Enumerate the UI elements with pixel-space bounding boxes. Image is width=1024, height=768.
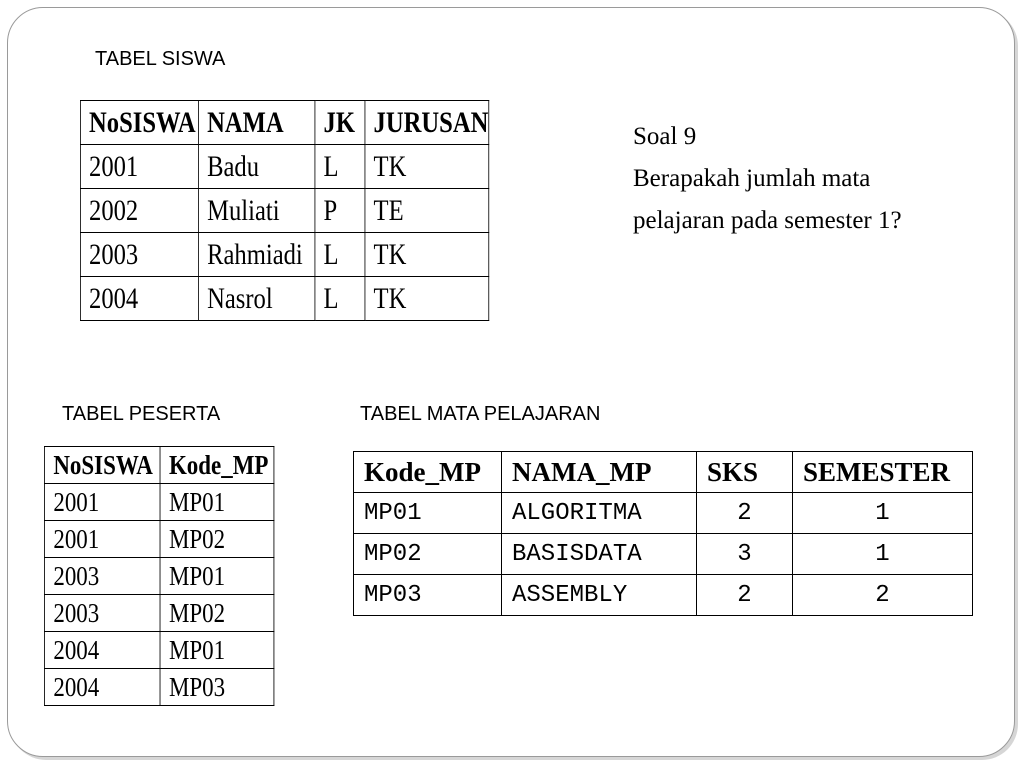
table-cell: Badu bbox=[198, 145, 314, 189]
table-row bbox=[80, 189, 488, 233]
tabel-mata-pelajaran-caption: TABEL MATA PELAJARAN bbox=[360, 403, 601, 425]
column-header: NoSISWA bbox=[80, 101, 198, 145]
table-cell: 2 bbox=[697, 493, 793, 534]
table-cell: 2003 bbox=[80, 233, 198, 277]
table-cell: 1 bbox=[793, 534, 973, 575]
question-title: Soal 9 bbox=[633, 123, 697, 150]
table-cell: 2003 bbox=[44, 595, 160, 632]
table-cell: ALGORITMA bbox=[502, 493, 697, 534]
table-row bbox=[354, 534, 973, 575]
table-cell: Rahmiadi bbox=[198, 233, 314, 277]
table-cell: MP01 bbox=[354, 493, 502, 534]
tabel-siswa bbox=[80, 100, 489, 321]
table-cell: MP02 bbox=[160, 521, 274, 558]
column-header: NAMA_MP bbox=[502, 452, 697, 493]
column-header: JURUSAN bbox=[365, 101, 489, 145]
table-cell: 2001 bbox=[44, 484, 160, 521]
table-row bbox=[44, 632, 273, 669]
table-cell: TK bbox=[365, 145, 489, 189]
table-cell: 2003 bbox=[44, 558, 160, 595]
column-header: JK bbox=[315, 101, 365, 145]
table-row bbox=[44, 521, 273, 558]
column-header: SKS bbox=[697, 452, 793, 493]
table-cell: TE bbox=[365, 189, 489, 233]
table-header-row bbox=[80, 101, 488, 145]
tabel-mata-pelajaran bbox=[353, 451, 973, 616]
table-cell: 2001 bbox=[80, 145, 198, 189]
table-cell: 2004 bbox=[80, 277, 198, 321]
column-header: NAMA bbox=[198, 101, 314, 145]
table-cell: 2 bbox=[697, 575, 793, 616]
table-cell: L bbox=[315, 277, 365, 321]
table-cell: 2004 bbox=[44, 669, 160, 706]
table-row bbox=[80, 145, 488, 189]
table-cell: BASISDATA bbox=[502, 534, 697, 575]
column-header: NoSISWA bbox=[44, 447, 160, 484]
table-row bbox=[44, 595, 273, 632]
table-cell: 2004 bbox=[44, 632, 160, 669]
table-cell: MP02 bbox=[354, 534, 502, 575]
table-cell: Nasrol bbox=[198, 277, 314, 321]
table-cell: MP01 bbox=[160, 558, 274, 595]
tabel-siswa-caption: TABEL SISWA bbox=[95, 48, 226, 70]
column-header: SEMESTER bbox=[793, 452, 973, 493]
table-cell: 2002 bbox=[80, 189, 198, 233]
tabel-peserta-caption: TABEL PESERTA bbox=[62, 403, 221, 425]
table-row bbox=[354, 575, 973, 616]
table-cell: Muliati bbox=[198, 189, 314, 233]
table-cell: MP03 bbox=[354, 575, 502, 616]
table-row bbox=[44, 669, 273, 706]
table-cell: MP02 bbox=[160, 595, 274, 632]
table-row bbox=[354, 493, 973, 534]
table-cell: TK bbox=[365, 277, 489, 321]
table-row bbox=[44, 484, 273, 521]
table-cell: 3 bbox=[697, 534, 793, 575]
table-row bbox=[44, 558, 273, 595]
table-header-row bbox=[354, 452, 973, 493]
table-row bbox=[80, 277, 488, 321]
table-cell: TK bbox=[365, 233, 489, 277]
table-cell: L bbox=[315, 145, 365, 189]
table-row bbox=[80, 233, 488, 277]
table-header-row bbox=[44, 447, 273, 484]
column-header: Kode_MP bbox=[160, 447, 274, 484]
question-line: Berapakah jumlah mata bbox=[633, 165, 871, 192]
table-cell: 1 bbox=[793, 493, 973, 534]
table-cell: ASSEMBLY bbox=[502, 575, 697, 616]
tabel-peserta bbox=[44, 446, 274, 706]
table-cell: MP01 bbox=[160, 484, 274, 521]
table-cell: L bbox=[315, 233, 365, 277]
table-cell: P bbox=[315, 189, 365, 233]
table-cell: 2001 bbox=[44, 521, 160, 558]
column-header: Kode_MP bbox=[354, 452, 502, 493]
question-line: pelajaran pada semester 1? bbox=[633, 207, 902, 234]
table-cell: MP01 bbox=[160, 632, 274, 669]
table-cell: MP03 bbox=[160, 669, 274, 706]
table-cell: 2 bbox=[793, 575, 973, 616]
question-block bbox=[633, 116, 993, 242]
